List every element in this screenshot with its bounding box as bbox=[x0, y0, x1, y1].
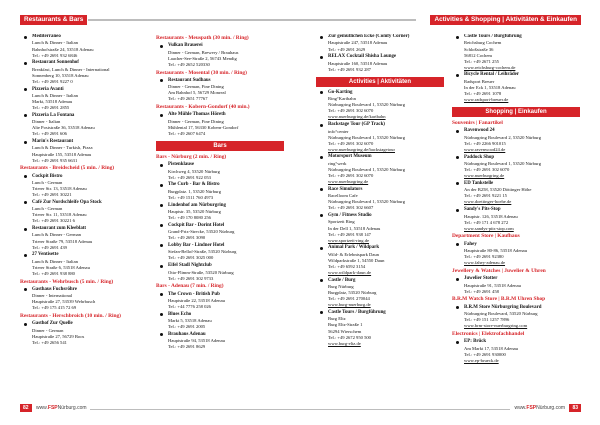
listing-detail: In der Dell 1, 53518 Adenau bbox=[328, 225, 381, 231]
listing-detail: Tel.: +49 2671 255 bbox=[464, 58, 499, 64]
website-link[interactable]: www.burg-nuerburg.de bbox=[328, 302, 371, 308]
bullet-icon bbox=[24, 201, 27, 204]
bullet-icon bbox=[160, 114, 163, 117]
right-column-2 bbox=[452, 34, 580, 385]
list-item bbox=[20, 287, 148, 312]
listing-detail: Hauptstraße 160, 53518 Adenau bbox=[328, 60, 388, 66]
listing-name: Pizzeria Avanti bbox=[32, 86, 64, 92]
list-item bbox=[452, 155, 580, 180]
listing-detail: Sportzeit Ring bbox=[328, 219, 355, 225]
bullet-icon bbox=[160, 313, 163, 316]
listing-detail: Dinner - German, Brewery / Brauhaus bbox=[168, 49, 239, 55]
list-item bbox=[316, 213, 444, 244]
bullet-icon bbox=[160, 79, 163, 82]
listing-detail: Hauptstraße 247, 53518 Adenau bbox=[328, 40, 388, 46]
listing-name: Bicycle Rental / Leihräder bbox=[464, 72, 520, 78]
bullet-icon bbox=[456, 182, 459, 185]
bullet-icon bbox=[456, 243, 459, 246]
bullet-icon bbox=[24, 114, 27, 117]
list-item bbox=[156, 112, 284, 137]
list-item bbox=[20, 113, 148, 138]
listing-detail: Markt, 53518 Adenau bbox=[32, 99, 73, 105]
list-item bbox=[20, 34, 148, 59]
listing-detail: Dinner - German bbox=[32, 327, 64, 333]
bullet-icon bbox=[24, 288, 27, 291]
listing-detail: Hauptstraße 27, 53539 Wehrbusch bbox=[32, 299, 96, 305]
page-title: Restaurants & Bars bbox=[20, 15, 87, 25]
listing-detail: Lunch & Dinner - German bbox=[32, 232, 81, 238]
listing-detail: Hauptstraße 94, 53518 Adenau bbox=[168, 338, 225, 344]
listing-detail: Tel.: +49 170 8080 256 bbox=[168, 215, 211, 221]
page-number: 83 bbox=[569, 404, 581, 412]
listing-name: Paddock Shop bbox=[464, 154, 495, 160]
section-heading: Souvenirs | Fanartikel bbox=[452, 120, 503, 127]
site-prefix: www. bbox=[514, 405, 527, 411]
bullet-icon bbox=[320, 311, 323, 314]
listing-name: Gasthaus Fuchsröhre bbox=[32, 286, 77, 292]
footer-rule bbox=[300, 409, 510, 410]
listing-name: Blues Echo bbox=[168, 311, 192, 317]
listing-detail: Lunch & Dinner - Italian bbox=[32, 40, 78, 46]
list-item bbox=[452, 207, 580, 232]
list-item bbox=[316, 34, 444, 53]
listing-detail: Tel.: +49 2691 922 053 bbox=[168, 174, 211, 180]
listing-detail: Lunch - German bbox=[32, 179, 63, 185]
list-item bbox=[316, 90, 444, 121]
listing-name: Motorsport Museum bbox=[328, 154, 372, 160]
website-link[interactable]: www.doettinger-hoehe.de bbox=[464, 199, 512, 205]
bullet-icon bbox=[456, 306, 459, 309]
listing-detail: Burg Eltz bbox=[328, 316, 346, 322]
bullet-icon bbox=[160, 333, 163, 336]
listing-detail: 56294 Wierschem bbox=[328, 328, 362, 334]
bullet-icon bbox=[456, 130, 459, 133]
bullet-icon bbox=[24, 228, 27, 231]
listing-detail: Burgplatz, 53520 Nürburg bbox=[328, 290, 377, 296]
list-item bbox=[452, 128, 580, 153]
listing-detail: Tel.: +49 2691 302 6607 bbox=[328, 205, 374, 211]
listing-detail: Tel.: +49 1511 760 4973 bbox=[168, 194, 214, 200]
listing-name: Race Simulators bbox=[328, 186, 363, 192]
listing-detail: Alte Poststraße 36, 53518 Adenau bbox=[32, 125, 95, 131]
listing-detail: Tel.: +49 2266 901015 bbox=[464, 140, 506, 146]
listing-detail: Tel.: +49 2691 938 147 bbox=[328, 231, 371, 237]
right-page bbox=[300, 0, 600, 425]
listing-detail: Tel.: +49 2691 935 6631 bbox=[32, 157, 78, 163]
listing-detail: Dinner - International bbox=[32, 293, 73, 299]
section-heading: Restaurants - Mosental (30 min. / Ring) bbox=[156, 69, 247, 76]
list-item bbox=[20, 139, 148, 164]
listing-detail: Lunch & Dinner - Italian bbox=[32, 258, 78, 264]
footer-rule bbox=[90, 409, 300, 410]
list-item bbox=[316, 54, 444, 73]
listing-detail: Tel.: +49 2691 302 6070 bbox=[464, 167, 510, 173]
listing-detail: Nürburgring Boulevard 1, 53520 Nürburg bbox=[328, 134, 406, 140]
list-item bbox=[316, 245, 444, 276]
listing-detail: Nürburgring Boulevard 1, 53520 Nürburg bbox=[328, 199, 406, 205]
listing-name: 27 Ventisette bbox=[32, 252, 59, 258]
listing-detail: Tel.: +49 175 415 72 69 bbox=[32, 305, 77, 311]
listing-detail: Burg Nürburg bbox=[328, 284, 354, 290]
listing-detail: Nürburgring Boulevard 1, 53520 Nürburg bbox=[328, 102, 406, 108]
listing-detail: Nürburgring Boulevard 2, 53520 Nürburg bbox=[464, 134, 542, 140]
list-item bbox=[20, 321, 148, 346]
left-column-1 bbox=[20, 34, 148, 385]
bullet-icon bbox=[456, 341, 459, 344]
listing-detail: Tel.: +49 2691 302 6070 bbox=[328, 140, 374, 146]
listing-detail: Schloßstraße 36 bbox=[464, 46, 494, 52]
listing-detail: Radsport Breuer bbox=[464, 78, 495, 84]
listing-detail: Trierer Straße 6, 53518 Adenau bbox=[32, 264, 90, 270]
listing-detail: Tel.: +49 2652 520330 bbox=[168, 61, 210, 67]
listing-detail: Dinner - German, Fine Dining bbox=[168, 84, 224, 90]
listing-detail: Tel.: +49 2691 9221 15 bbox=[464, 193, 507, 199]
listing-name: Zur gemütlichen Ecke (Comfy Corner) bbox=[328, 34, 410, 39]
website-link[interactable]: www.sportzeit-ring.de bbox=[328, 237, 370, 243]
list-item bbox=[20, 60, 148, 85]
footer-website-link[interactable] bbox=[36, 405, 87, 411]
list-item bbox=[316, 154, 444, 185]
section-banner: Bars bbox=[156, 141, 284, 151]
site-suffix: Nürburg.com bbox=[536, 405, 566, 411]
section-heading: Restaurants - Wehrbusch (5 min. / Ring) bbox=[20, 278, 114, 285]
listing-detail: Am Markt 17, 53518 Adenau bbox=[464, 345, 518, 351]
listing-detail: Sonnenberg 10, 53518 Adenau bbox=[32, 72, 89, 78]
listing-detail: ring°werk bbox=[328, 160, 347, 166]
listing-detail: Tel.: +49 2691 302 6070 bbox=[328, 108, 374, 114]
bullet-icon bbox=[160, 45, 163, 48]
listing-detail: Tel.: +44 7776 258 026 bbox=[168, 304, 211, 310]
listing-detail: Markt 5, 53518 Adenau bbox=[168, 318, 212, 324]
listing-detail: Tel.: +49 2691 458 bbox=[464, 288, 499, 294]
listing-name: B.R.M Store Nürburgring Boulevard bbox=[464, 304, 542, 310]
listing-name: Juwelier Stotter bbox=[464, 276, 498, 282]
listing-detail: Otto-Flimm-Straße, 53520 Nürburg bbox=[168, 269, 234, 275]
listing-detail: Hauptstraße 155, 53518 Adenau bbox=[32, 151, 92, 157]
listing-name: Fahey bbox=[464, 241, 477, 247]
listing-detail: Breakfast, Lunch & Dinner - International bbox=[32, 66, 110, 72]
website-link[interactable]: www.brm-store-nuerburgring.com bbox=[464, 323, 528, 329]
listing-detail: Stefan-Bellof-Straße, 53520 Nürburg bbox=[168, 249, 237, 255]
listing-detail: Hauptstraße 22, 53518 Adenau bbox=[168, 298, 225, 303]
website-link[interactable]: www.nuerburgring.de bbox=[464, 173, 505, 179]
bullet-icon bbox=[24, 88, 27, 91]
website-link[interactable]: www.radsport-breuer.de bbox=[464, 97, 509, 103]
bullet-icon bbox=[24, 254, 27, 257]
listing-name: Marin's Restaurant bbox=[32, 139, 74, 144]
list-item bbox=[156, 203, 284, 222]
bullet-icon bbox=[456, 74, 459, 77]
bullet-icon bbox=[24, 62, 27, 65]
bullet-icon bbox=[160, 224, 163, 227]
section-heading: Department Store | Kaufhaus bbox=[452, 233, 520, 240]
list-item bbox=[156, 312, 284, 331]
listing-detail: Tel.: +49 2691 2855 bbox=[32, 105, 70, 111]
website-link[interactable]: www.nuerburgring.de/backstagetour bbox=[328, 146, 395, 152]
listing-detail: Hauptstraße 27, 56729 Boos bbox=[32, 333, 85, 339]
bullet-icon bbox=[320, 188, 323, 191]
bullet-icon bbox=[160, 265, 163, 268]
listing-name: Gym / Fitness Studio bbox=[328, 212, 372, 218]
bullet-icon bbox=[456, 209, 459, 212]
bullet-icon bbox=[160, 293, 163, 296]
bullet-icon bbox=[160, 204, 163, 207]
listing-detail: Tel.: +49 2691 3090 bbox=[168, 235, 206, 241]
listing-detail: Am Bahnhof 5, 56729 Monreal bbox=[168, 90, 226, 96]
section-heading: B.R.M Watch Store | B.R.M Uhren Shop bbox=[452, 296, 546, 303]
list-item bbox=[20, 200, 148, 225]
listing-name: Go-Karting bbox=[328, 89, 353, 95]
bullet-icon bbox=[320, 279, 323, 282]
listing-detail: Bahnhofstraße 24, 53518 Adenau bbox=[32, 46, 94, 52]
listing-name: Cockpit Bar - Dorint Hotel bbox=[168, 222, 225, 228]
list-item bbox=[316, 310, 444, 347]
website-link[interactable]: www.nuerburgring.de bbox=[328, 179, 369, 185]
website-link[interactable]: www.sandys-pits-stop.com bbox=[464, 225, 514, 231]
listing-name: Castle Tours / Burgführung bbox=[464, 34, 522, 39]
website-link[interactable]: www.burg-eltz.de bbox=[328, 340, 361, 346]
listing-detail: Grand-Prix-Strecke, 53520 Nürburg bbox=[168, 229, 235, 235]
bullet-icon bbox=[456, 278, 459, 281]
listing-name: Café Zur Nordschleife Opa Stock bbox=[32, 199, 102, 205]
bullet-icon bbox=[320, 91, 323, 94]
listing-detail: Trierer Str. 11, 53518 Adenau bbox=[32, 212, 87, 218]
listing-detail: Racelloom Cafe bbox=[328, 193, 358, 199]
listing-detail: Burgplatz. 1, 53520 Nürburg bbox=[168, 188, 222, 194]
listing-name: RELAX Cocktail Shisha Lounge bbox=[328, 54, 397, 60]
list-item bbox=[156, 292, 284, 311]
listing-detail: Burg Eltz-Straße 1 bbox=[328, 322, 363, 328]
listing-name: Brauhaus Adenau bbox=[168, 331, 206, 337]
listing-detail: Laacher-See-Straße 2, 56743 Mendig bbox=[168, 55, 237, 61]
listing-name: The Crown - British Pub bbox=[168, 291, 220, 297]
listing-detail: Tel.: +49 2691 606 bbox=[32, 131, 67, 137]
listing-detail: Tel.: +49 2691 2629 bbox=[328, 46, 366, 52]
listing-detail: Tel.: +49 2691 2005 bbox=[168, 324, 206, 330]
listing-name: Alte Mühle Thomas Höreth bbox=[168, 112, 226, 118]
listing-detail: Nürburgring Boulevard 1, 53520 Nürburg bbox=[328, 166, 406, 172]
bullet-icon bbox=[320, 36, 323, 39]
bullet-icon bbox=[160, 244, 163, 247]
list-item bbox=[156, 243, 284, 262]
list-item bbox=[156, 223, 284, 242]
page-footer bbox=[20, 404, 90, 412]
section-heading: Bars - Nürburg (2 min. / Ring) bbox=[156, 153, 227, 160]
listing-detail: Dinner - German, Fine Dining bbox=[168, 118, 224, 124]
listing-name: Eifel Stadl Nightclub bbox=[168, 263, 212, 269]
listing-name: Restaurant zum Kleeblatt bbox=[32, 226, 87, 231]
list-item bbox=[316, 122, 444, 153]
site-suffix: Nürburg.com bbox=[57, 405, 87, 411]
site-brand: FSP bbox=[526, 405, 537, 411]
listing-detail: Trierer Str. 13, 53518 Adenau bbox=[32, 186, 87, 192]
listing-detail: Hauptstr. 35, 53520 Nürburg bbox=[168, 209, 221, 214]
listing-name: Sandy's Pits-Stop bbox=[464, 207, 501, 213]
list-item bbox=[316, 187, 444, 212]
listing-detail: Lunch - German bbox=[32, 206, 63, 212]
website-link[interactable]: www.fahey-adenau.de bbox=[464, 260, 506, 266]
section-heading: Jewellery & Watches | Juwelier & Uhren bbox=[452, 267, 546, 274]
listing-name: Restaurant Sudhaus bbox=[168, 77, 211, 83]
bullet-icon bbox=[160, 164, 163, 167]
list-item bbox=[452, 72, 580, 103]
listing-detail: Tel.: +49 2672 950 500 bbox=[328, 334, 371, 340]
listing-name: Animal Park / Wildpark bbox=[328, 245, 380, 251]
list-item bbox=[452, 339, 580, 364]
page-header bbox=[0, 15, 300, 25]
listing-detail: Tel.: +49 2691 439 bbox=[32, 244, 67, 250]
listing-detail: Tel.: +49 2691 932 6846 bbox=[32, 52, 78, 58]
list-item bbox=[20, 87, 148, 112]
listing-detail: Tel.: +49 171 4 678 272 bbox=[464, 219, 509, 225]
header-rule bbox=[88, 19, 300, 21]
list-item bbox=[452, 34, 580, 71]
listing-name: Vulkan Brauerei bbox=[168, 43, 203, 49]
listing-detail: Tel.: +49 2691 938 880 bbox=[32, 270, 75, 276]
bullet-icon bbox=[24, 323, 27, 326]
listing-detail: Tel.: +49 2607 6474 bbox=[168, 130, 206, 136]
bullet-icon bbox=[456, 156, 459, 159]
page-title: Activities & Shopping | Aktivitäten & Einkaufen bbox=[430, 15, 581, 25]
footer-website-link[interactable] bbox=[514, 405, 565, 411]
listing-name: Pistenklause bbox=[168, 162, 195, 168]
section-heading: Restaurants - Meuspath (30 min. / Ring) bbox=[156, 35, 249, 41]
right-column-1 bbox=[316, 34, 444, 385]
listing-detail: Trierer Straße 79, 53518 Adenau bbox=[32, 238, 93, 244]
website-link[interactable]: www.reichsburg-cochem.de bbox=[464, 64, 516, 70]
bullet-icon bbox=[320, 247, 323, 250]
listing-detail: Tel.: +49 2691 270044 bbox=[328, 296, 370, 302]
listing-name: Mediterraneo bbox=[32, 34, 61, 39]
section-heading: Electronics | Elektrofachhandel bbox=[452, 330, 525, 337]
listing-name: Lindenhof am Nürburgring bbox=[168, 202, 226, 208]
bullet-icon bbox=[320, 214, 323, 217]
listing-detail: Tel.: +49 2691 30221 bbox=[32, 192, 72, 198]
bullet-icon bbox=[160, 184, 163, 187]
page-footer bbox=[511, 404, 581, 412]
listing-detail: In der Eck 1, 53518 Adenau bbox=[464, 84, 516, 90]
listing-name: Castle / Burg bbox=[328, 277, 356, 283]
left-column-2 bbox=[156, 34, 284, 385]
listing-detail: Wildparkstraße 1, 54550 Daun bbox=[328, 257, 385, 263]
listing-detail: Ring°Kartbahn bbox=[328, 96, 356, 102]
listing-name: Gasthof Zur Quelle bbox=[32, 321, 73, 327]
listing-name: Castle Tours / Burgführung bbox=[328, 309, 386, 315]
listing-detail: Tel.: +49 6592 3154 bbox=[328, 263, 366, 269]
listing-detail: An der B258, 53520 Döttinger Höhe bbox=[464, 187, 532, 193]
listing-detail: 56812 Cochem bbox=[464, 52, 492, 58]
listing-detail: Tel.: +49 2691 3025 000 bbox=[168, 255, 214, 261]
section-heading: Restaurants - Kobern-Gondorf (40 min.) bbox=[156, 104, 250, 110]
list-item bbox=[20, 226, 148, 251]
listing-detail: Reichsburg Cochem bbox=[464, 40, 502, 46]
listing-detail: Hauptstr. 126, 53518 Adenau bbox=[464, 213, 518, 219]
list-item bbox=[156, 263, 284, 282]
bullet-icon bbox=[24, 36, 27, 39]
list-item bbox=[452, 305, 580, 330]
listing-name: Backstage Tour (GP Track) bbox=[328, 122, 385, 128]
listing-detail: Tel.: +49 2656 541 bbox=[32, 339, 67, 345]
listing-name: Pizzeria La Fontana bbox=[32, 112, 75, 118]
listing-name: Lobby Bar - Lindner Hotel bbox=[168, 242, 225, 248]
listing-detail: Lunch & Dinner - Italian bbox=[32, 92, 78, 98]
listing-detail: Hauptstraße 91, 53518 Adenau bbox=[464, 282, 521, 288]
listing-detail: Tel.: +49 2691 8629 bbox=[168, 344, 206, 350]
list-item bbox=[20, 252, 148, 277]
list-item bbox=[20, 174, 148, 199]
listing-detail: Dinner - Italian bbox=[32, 119, 61, 125]
section-heading: Restaurants - Herschbroich (10 min. / Ring) bbox=[20, 313, 121, 319]
listing-detail: Tel.: +49 2651 77767 bbox=[168, 96, 208, 102]
listing-detail: Tel.: +49 2691 92380 bbox=[464, 254, 504, 260]
list-item bbox=[156, 43, 284, 68]
website-link[interactable]: www.wildpark-daun.de bbox=[328, 269, 372, 275]
listing-detail: Wild- & Erlebnispark Daun bbox=[328, 251, 379, 257]
listing-detail: Hauptstraße 80-86, 53518 Adenau bbox=[464, 248, 528, 254]
listing-detail: Mühlental 17, 56330 Kobern-Gondorf bbox=[168, 124, 239, 130]
listing-detail: Tel.: +49 2691 302 9733 bbox=[168, 275, 214, 281]
site-brand: FSP bbox=[47, 405, 58, 411]
listing-detail: Tel.: +49 2691 930000 bbox=[464, 351, 506, 357]
list-item bbox=[156, 332, 284, 351]
listing-name: Cockpit Bistro bbox=[32, 173, 63, 179]
listing-detail: Tel.: +49 2691 302 6070 bbox=[328, 173, 374, 178]
bullet-icon bbox=[24, 141, 27, 144]
section-banner: Shopping | Einkaufen bbox=[452, 107, 580, 117]
list-item bbox=[452, 181, 580, 206]
list-item bbox=[156, 78, 284, 103]
listing-detail: info°center bbox=[328, 128, 349, 134]
bullet-icon bbox=[320, 124, 323, 127]
section-banner: Activities | Aktivitäten bbox=[316, 77, 444, 87]
listing-name: Ravenwood 24 bbox=[464, 128, 495, 134]
listing-name: The Curb - Bar & Bistro bbox=[168, 182, 220, 188]
list-item bbox=[452, 242, 580, 267]
website-link[interactable]: www.nuerburgring.de/kartbahn bbox=[328, 114, 386, 120]
listing-detail: Nürburgring Boulevard 1, 53520 Nürburg bbox=[464, 161, 542, 167]
list-item bbox=[452, 276, 580, 295]
bullet-icon bbox=[320, 56, 323, 59]
list-item bbox=[156, 162, 284, 181]
listing-detail: Kirchweg 4, 53520 Nürburg bbox=[168, 168, 220, 174]
website-link[interactable]: www.ravenwood24.de bbox=[464, 146, 506, 152]
listing-detail: Tel.: +49 2691 1078 bbox=[464, 90, 502, 96]
page-number: 82 bbox=[20, 404, 32, 412]
listing-detail: Tel.: +49 2691 30221 6 bbox=[32, 218, 75, 224]
listing-detail: Tel.: +49 2691 9227 0 bbox=[32, 78, 73, 84]
listing-detail: Lunch & Dinner - Turkish, Pizza bbox=[32, 145, 93, 151]
website-link[interactable]: www.ep-brueck.de bbox=[464, 357, 499, 363]
section-heading: Bars - Adenau (7 min. / Ring) bbox=[156, 283, 224, 290]
listing-name: EP: Brück bbox=[464, 339, 487, 345]
page-header bbox=[300, 15, 600, 25]
listing-detail: Tel.: +49 2691 932 287 bbox=[328, 66, 371, 72]
section-heading: Restaurants - Breidscheid (5 min. / Ring) bbox=[20, 165, 115, 172]
bullet-icon bbox=[320, 156, 323, 159]
listing-detail: Tel.: +49 151 1257 7896 bbox=[464, 317, 510, 323]
list-item bbox=[156, 182, 284, 201]
list-item bbox=[316, 278, 444, 309]
bullet-icon bbox=[456, 36, 459, 39]
listing-detail: Nürburgring Boulevard, 53520 Nürburg bbox=[464, 311, 538, 316]
bullet-icon bbox=[24, 175, 27, 178]
listing-name: ED Tankstelle bbox=[464, 180, 494, 186]
site-prefix: www. bbox=[35, 405, 48, 411]
listing-name: Restaurant Sonnenhof bbox=[32, 60, 79, 66]
header-rule bbox=[300, 19, 416, 21]
